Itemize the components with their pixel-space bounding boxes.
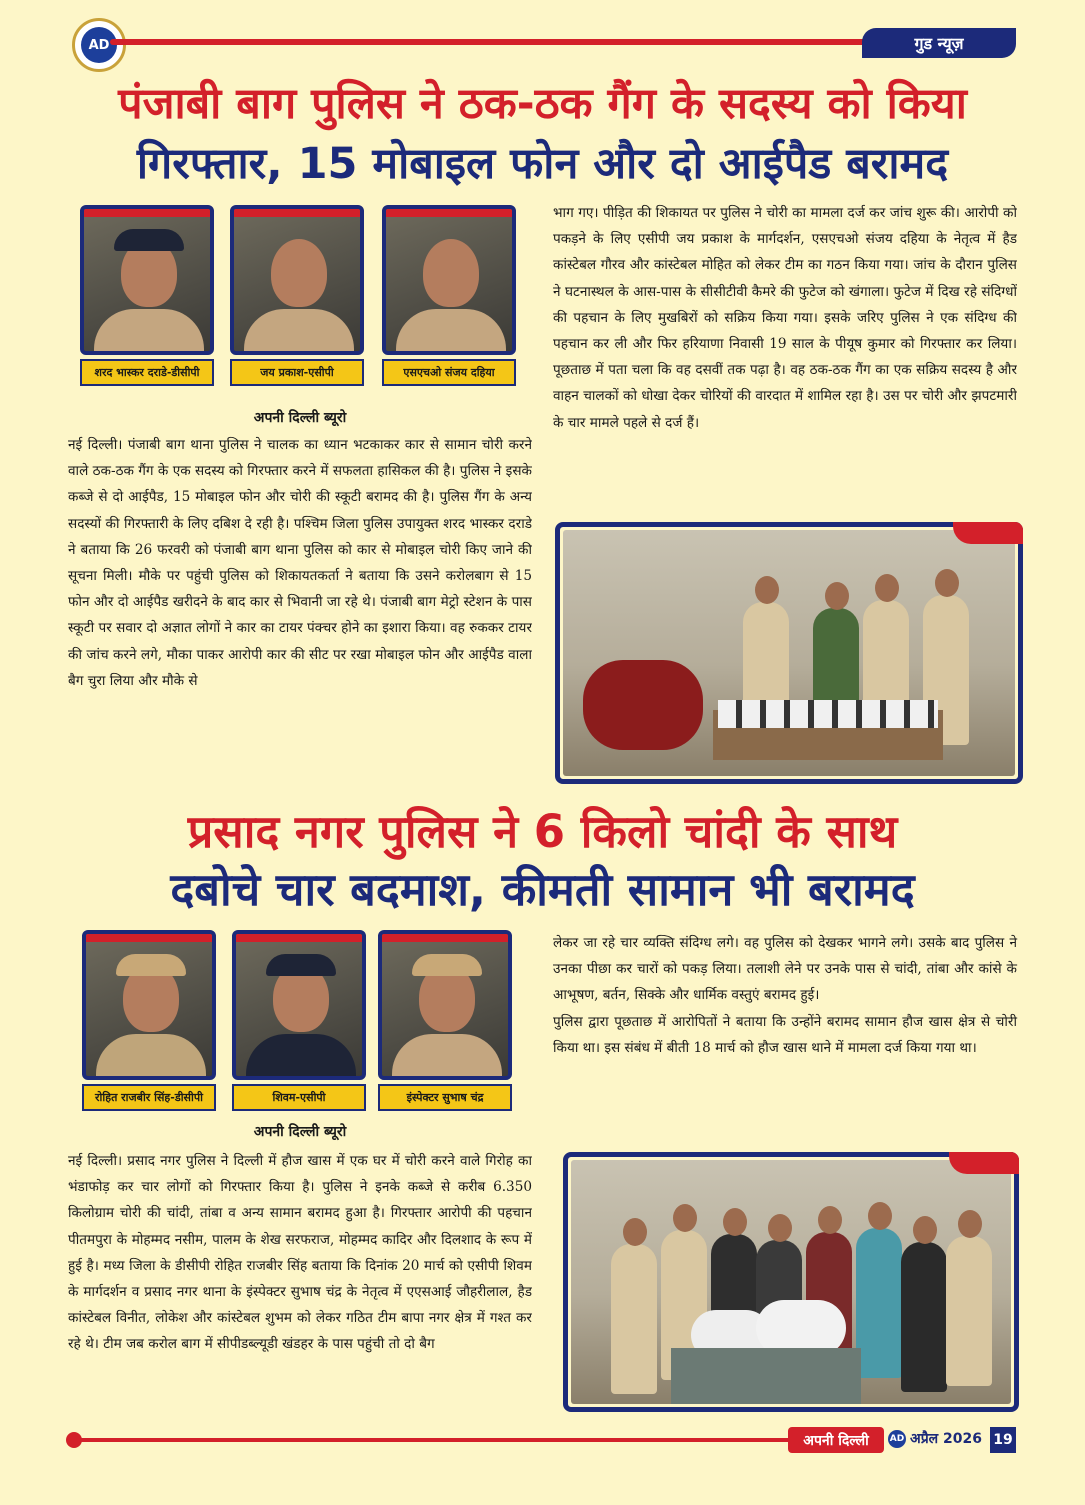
story1-left-column: नई दिल्ली। पंजाबी बाग थाना पुलिस ने चालक का ध्यान भटकाकर कार से सामान चोरी करने वाले ठक-ठक गैंग के एक सदस्य को गिरफ्तार करने में सफलता हासिकल की है। पुलिस ने इसके कब्जे से दो आईपैड, 15 मोबाइल फोन और चोरी की स्कूटी बरामद की है। पुलिस गैंग के अन्य सदस्यों की गिरफ्तारी के लिए दबिश दे रही है। पश्चिम जिला पुलिस उपायुक्त शरद भास्कर दराडे ने बताया कि 26 फरवरी को पंजाबी बाग थाना पुलिस को कार से मोबाइल चोरी किए जाने की सूचना मिली। मौके पर पहुंची पुलिस को शिकायतकर्ता ने बताया कि उसने करोलबाग से 15 फोन और दो आईपैड खरीदने के बाद कार से भिवानी जा रहे थे। पंजाबी बाग मेट्रो स्टेशन के पास स्कूटी पर सवार दो अज्ञात लोगों ने कार का टायर पंक्चर होने का इशारा किया। वह रुककर टायर की जांच करने लगे, मौका पाकर आरोपी कार की सीट पर रखा मोबाइल फोन और आईपैड वाला बैग चुरा लिया और मौके से: [68, 437, 532, 689]
portrait-photo: [80, 205, 214, 355]
story2-portrait-inspector: [378, 930, 512, 1111]
portrait-caption: शरद भास्कर दराडे-डीसीपी: [80, 359, 214, 386]
story2-headline-line2: दबोचे चार बदमाश, कीमती सामान भी बरामद: [170, 863, 915, 916]
story1-portrait-dcp: [80, 205, 214, 386]
story1-right-column: भाग गए। पीड़ित की शिकायत पर पुलिस ने चोरी का मामला दर्ज कर जांच शुरू की। आरोपी को पकड़ने के लिए एसीपी जय प्रकाश के मार्गदर्शन, एसएचओ संजय दहिया के नेतृत्व में हैड कांस्टेबल गौरव और कांस्टेबल मोहित को लेकर टीम का गठन किया गया। जांच के दौरान पुलिस ने घटनास्थल के आस-पास के सीसीटीवी कैमरे की फुटेज को खंगाला। फुटेज में दिख रहे संदिग्धों की पहचान के लिए मुखबिरों को सक्रिय किया गया। इसके जरिए पुलिस ने एक संदिग्ध की पहचान कर ली और फिर हरियाणा निवासी 19 साल के पीयूष कुमार को गिरफ्तार कर लिया। पूछताछ में पता चला कि वह दसवीं तक पढ़ा है। वह ठक-ठक गैंग का एक सक्रिय सदस्य है और वाहन चालकों को धोखा देकर चोरियों की वारदात में शामिल रहा है। उस पर चोरी और झपटमारी के चार मामले पहले से दर्ज हैं।: [553, 205, 1017, 431]
story2-right-column: [553, 930, 1017, 1061]
story2-headline-line1: प्रसाद नगर पुलिस ने 6 किलो चांदी के साथ: [187, 805, 898, 858]
footer-brand: अपनी दिल्ली: [788, 1427, 884, 1453]
publication-logo: [72, 18, 126, 72]
footer-date: [888, 1429, 982, 1448]
story2-photo: [563, 1152, 1019, 1412]
portrait-caption: जय प्रकाश-एसीपी: [230, 359, 364, 386]
portrait-photo: [82, 930, 216, 1080]
story1-byline: अपनी दिल्ली ब्यूरो: [253, 410, 347, 426]
page-number: 19: [990, 1427, 1016, 1453]
story2-byline: अपनी दिल्ली ब्यूरो: [253, 1124, 347, 1140]
logo-mark: AD: [81, 27, 117, 63]
mini-logo-icon: AD: [888, 1430, 906, 1448]
story1-headline-line2: गिरफ्तार, 15 मोबाइल फोन और दो आईपैड बरामद: [136, 139, 949, 189]
portrait-photo: [382, 205, 516, 355]
story1-headline-line1: पंजाबी बाग पुलिस ने ठक-ठक गैंग के सदस्य को किया: [118, 79, 967, 129]
portrait-photo: [232, 930, 366, 1080]
issue-date: अप्रैल 2026: [910, 1431, 982, 1447]
portrait-caption: एसएचओ संजय दहिया: [382, 359, 516, 386]
story1-portrait-sho: [382, 205, 516, 386]
story1-photo: [555, 522, 1023, 784]
story2-portrait-dcp: [82, 930, 216, 1111]
story2-right-paragraph-1: लेकर जा रहे चार व्यक्ति संदिग्ध लगे। वह पुलिस को देखकर भागने लगे। उसके बाद पुलिस ने उनका पीछा कर चारों को पकड़ लिया। तलाशी लेने पर उनके पास से चांदी, तांबा और कांसे के आभूषण, बर्तन, सिक्के और धार्मिक वस्तुएं बरामद हुई।: [553, 935, 1017, 1004]
portrait-photo: [230, 205, 364, 355]
story2-portrait-acp: [232, 930, 366, 1111]
portrait-caption: इंस्पेक्टर सुभाष चंद्र: [378, 1084, 512, 1111]
story1-portrait-acp: [230, 205, 364, 386]
footer-rule: [72, 1438, 792, 1442]
story2-left-column: नई दिल्ली। प्रसाद नगर पुलिस ने दिल्ली में हौज खास में एक घर में चोरी करने वाले गिरोह का भंडाफोड़ कर चार लोगों को गिरफ्तार किया है। पुलिस ने इनके कब्जे से करीब 6.350 किलोग्राम चोरी की चांदी, तांबा व अन्य सामान बरामद हुआ है। गिरफ्तार आरोपी की पहचान पीतमपुरा के मोहम्मद नसीम, पालम के शेख सरफराज, मोहम्मद कादिर और दिलशाद के रूप में हुई है। मध्य जिला के डीसीपी रोहित राजबीर सिंह बताया कि दिनांक 20 मार्च को एसीपी शिवम के मार्गदर्शन व प्रसाद नगर थाना के इंस्पेक्टर सुभाष चंद्र के नेतृत्व में एएसआई जौहरीलाल, हैड कांस्टेबल विनीत, लोकेश और कांस्टेबल शुभम को लेकर गठित टीम बापा नगर क्षेत्र में गश्त कर रहे थे। टीम जब करोल बाग में सीपीडब्ल्यूडी खंडहर के पास पहुंची तो दो बैग: [68, 1153, 532, 1353]
portrait-photo: [378, 930, 512, 1080]
story2-right-paragraph-2: पुलिस द्वारा पूछताछ में आरोपितों ने बताया कि उन्होंने बरामद सामान हौज खास क्षेत्र से चोरी किया था। इस संबंध में बीती 18 मार्च को हौज खास थाने में मामला दर्ज किया गया था।: [553, 1013, 1017, 1056]
header-rule: [110, 39, 870, 45]
portrait-caption: रोहित राजबीर सिंह-डीसीपी: [82, 1084, 216, 1111]
portrait-caption: शिवम-एसीपी: [232, 1084, 366, 1111]
section-tag: गुड न्यूज़: [862, 28, 1016, 58]
